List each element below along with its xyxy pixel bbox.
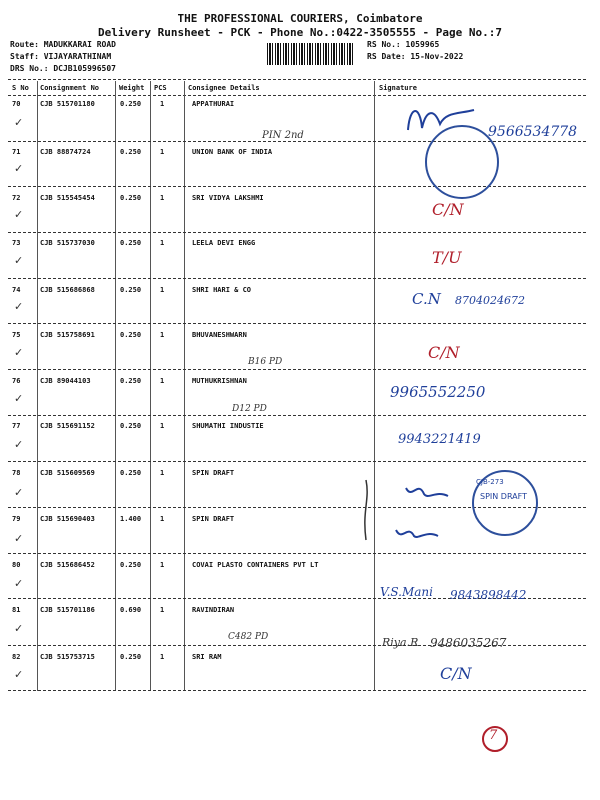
spin-draft-stamp-text: SPIN DRAFT [480, 492, 528, 501]
row-consignment-no: CJB 515701186 [40, 606, 95, 614]
row-weight: 0.250 [120, 148, 142, 156]
tick-mark: ✓ [14, 254, 24, 267]
row-consignee: SPIN DRAFT [192, 469, 235, 477]
handwritten-tu: T/U [432, 248, 462, 267]
row-sno: 72 [12, 194, 21, 202]
row-weight: 0.250 [120, 561, 142, 569]
document-subtitle: Delivery Runsheet - PCK - Phone No.:0422-3505555 - Page No.:7 [98, 26, 502, 39]
row-pcs: 1 [160, 377, 165, 385]
col-divider [184, 81, 185, 691]
row-consignee: SHUMATHI INDUSTIE [192, 422, 264, 430]
drs-value: DCJB105996507 [53, 64, 116, 73]
col-header-sno: S No [12, 84, 29, 92]
col-divider [115, 81, 116, 691]
row-separator [8, 141, 586, 142]
row-sno: 81 [12, 606, 21, 614]
row-sno: 71 [12, 148, 21, 156]
row-pcs: 1 [160, 148, 165, 156]
page-mark: 7 [489, 728, 498, 743]
handwritten-cn: C/N [428, 343, 460, 362]
handwritten-phone: 9486035267 [430, 636, 507, 650]
row-weight: 0.250 [120, 377, 142, 385]
rs-no-value: 1059965 [405, 40, 440, 49]
header-bottom-rule [8, 95, 586, 96]
row-consignment-no: CJB 515701180 [40, 100, 95, 108]
row-consignment-no: CJB 515753715 [40, 653, 95, 661]
row-pcs: 1 [160, 286, 165, 294]
handwritten-note: PIN 2nd [262, 130, 304, 141]
handwritten-phone: 8704024672 [455, 294, 525, 307]
row-pcs: 1 [160, 422, 165, 430]
rs-no-line [367, 40, 439, 49]
row-pcs: 1 [160, 194, 165, 202]
row-separator [8, 232, 586, 233]
row-consignee: APPATHURAI [192, 100, 235, 108]
handwritten-phone: 9566534778 [488, 124, 578, 140]
drs-label: DRS No.: [10, 64, 49, 73]
barcode [267, 43, 355, 65]
staff-line [10, 52, 111, 61]
row-pcs: 1 [160, 606, 165, 614]
col-header-signature: Signature [379, 84, 417, 92]
row-consignee: COVAI PLASTO CONTAINERS PVT LT [192, 561, 319, 569]
staff-value: VIJAYARATHINAM [43, 52, 112, 61]
handwritten-note: C482 PD [228, 632, 269, 642]
handwritten-cn: C/N [440, 664, 472, 683]
row-weight: 0.690 [120, 606, 142, 614]
row-weight: 0.250 [120, 653, 142, 661]
row-weight: 0.250 [120, 286, 142, 294]
row-weight: 0.250 [120, 194, 142, 202]
tick-mark: ✓ [14, 346, 24, 359]
row-consignment-no: CJB 515691152 [40, 422, 95, 430]
col-header-consignment: Consignment No [40, 84, 100, 92]
row-consignment-no: CJB 515545454 [40, 194, 95, 202]
handwritten-phone: 9943221419 [398, 432, 481, 447]
tick-mark: ✓ [14, 162, 24, 175]
document-title: THE PROFESSIONAL COURIERS, Coimbatore [177, 12, 423, 25]
route-line [10, 40, 116, 49]
row-consignee: UNION BANK OF INDIA [192, 148, 273, 156]
rs-date-line [367, 52, 463, 61]
table-top-rule [8, 79, 586, 80]
row-consignee: MUTHUKRISHNAN [192, 377, 247, 385]
row-separator [8, 323, 586, 324]
row-weight: 0.250 [120, 422, 142, 430]
rs-no-label: RS No.: [367, 40, 401, 49]
row-pcs: 1 [160, 100, 165, 108]
row-sno: 76 [12, 377, 21, 385]
tick-mark: ✓ [14, 532, 24, 545]
row-sno: 77 [12, 422, 21, 430]
row-pcs: 1 [160, 239, 165, 247]
stamp-code: CJB-273 [476, 478, 504, 486]
rs-date-label: RS Date: [367, 52, 406, 61]
tick-mark: ✓ [14, 300, 24, 313]
row-consignee: BHUVANESHWARN [192, 331, 247, 339]
tick-mark: ✓ [14, 577, 24, 590]
handwritten-phone: 9965552250 [390, 383, 486, 401]
row-separator [8, 278, 586, 279]
row-sno: 80 [12, 561, 21, 569]
row-separator [8, 415, 586, 416]
row-weight: 0.250 [120, 239, 142, 247]
row-consignment-no: CJB 515758691 [40, 331, 95, 339]
row-consignment-no: CJB 515686868 [40, 286, 95, 294]
row-sno: 74 [12, 286, 21, 294]
rs-date-value: 15-Nov-2022 [410, 52, 464, 61]
row-consignee: SHRI HARI & CO [192, 286, 252, 294]
row-sno: 79 [12, 515, 21, 523]
handwritten-cn: C.N [412, 290, 441, 308]
row-separator [8, 369, 586, 370]
row-sno: 70 [12, 100, 21, 108]
row-weight: 0.250 [120, 100, 142, 108]
row-consignment-no: CJB 515737030 [40, 239, 95, 247]
signature-70 [400, 100, 480, 140]
row-pcs: 1 [160, 561, 165, 569]
staff-label: Staff: [10, 52, 39, 61]
handwritten-name: V.S.Mani [380, 585, 433, 599]
route-label: Route: [10, 40, 39, 49]
route-value: MADUKKARAI ROAD [43, 40, 116, 49]
row-consignment-no: CJB 515686452 [40, 561, 95, 569]
row-pcs: 1 [160, 515, 165, 523]
tick-mark: ✓ [14, 208, 24, 221]
row-weight: 0.250 [120, 469, 142, 477]
tick-mark: ✓ [14, 622, 24, 635]
col-divider [37, 81, 38, 691]
drs-line [10, 64, 116, 73]
handwritten-note: D12 PD [232, 404, 267, 414]
row-sno: 73 [12, 239, 21, 247]
row-consignee: SPIN DRAFT [192, 515, 235, 523]
row-separator [8, 186, 586, 187]
col-header-weight: Weight [119, 84, 145, 92]
tick-mark: ✓ [14, 438, 24, 451]
handwritten-note: B16 PD [248, 357, 283, 367]
row-consignment-no: CJB 515609569 [40, 469, 95, 477]
tick-mark: ✓ [14, 392, 24, 405]
row-pcs: 1 [160, 653, 165, 661]
row-consignment-no: CJB 89044103 [40, 377, 91, 385]
handwritten-phone: 9843898442 [450, 588, 527, 602]
row-consignee: SRI RAM [192, 653, 222, 661]
handwritten-cn: C/N [432, 200, 464, 219]
col-header-consignee: Consignee Details [188, 84, 260, 92]
col-divider [374, 81, 375, 691]
row-pcs: 1 [160, 469, 165, 477]
row-weight: 1.400 [120, 515, 142, 523]
row-weight: 0.250 [120, 331, 142, 339]
tick-mark: ✓ [14, 668, 24, 681]
row-consignee: RAVINDIRAN [192, 606, 235, 614]
row-sno: 75 [12, 331, 21, 339]
col-divider [150, 81, 151, 691]
row-separator [8, 553, 586, 554]
handwritten-name: Riya.R [382, 636, 419, 649]
signature-78-79 [356, 470, 466, 550]
row-sno: 82 [12, 653, 21, 661]
row-consignee: SRI VIDYA LAKSHMI [192, 194, 264, 202]
row-consignment-no: CJB 88874724 [40, 148, 91, 156]
col-header-pcs: PCS [154, 84, 167, 92]
row-pcs: 1 [160, 331, 165, 339]
tick-mark: ✓ [14, 116, 24, 129]
row-consignee: LEELA DEVI ENGG [192, 239, 256, 247]
row-sno: 78 [12, 469, 21, 477]
tick-mark: ✓ [14, 486, 24, 499]
row-separator [8, 461, 586, 462]
row-consignment-no: CJB 515690403 [40, 515, 95, 523]
table-bottom-rule [8, 690, 586, 691]
